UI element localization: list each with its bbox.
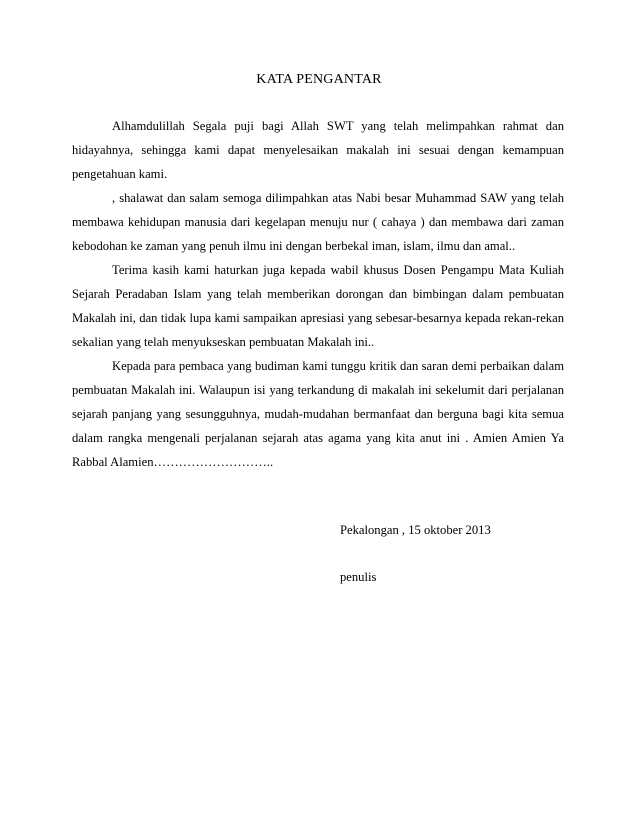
paragraph-3: Terima kasih kami haturkan juga kepada wabil khusus Dosen Pengampu Mata Kuliah Sejarah Peradaban Islam yang telah memberikan dorongan dan bimbingan dalam pembuatan Makalah ini, dan tidak lupa kami sampaikan apresiasi yang sebesar-besarnya kepada rekan-rekan sekalian yang telah menyukseskan pembuatan Makalah ini.. (72, 263, 564, 349)
page-title: KATA PENGANTAR (256, 72, 382, 87)
paragraph-2: , shalawat dan salam semoga dilimpahkan atas Nabi besar Muhammad SAW yang telah membawa kehidupan manusia dari kegelapan menuju nur ( cahaya ) dan membawa dari zaman kebodohan ke zaman yang penuh ilmu ini dengan berbekal iman, islam, ilmu dan amal.. (72, 191, 564, 253)
paragraph-4: Kepada para pembaca yang budiman kami tunggu kritik dan saran demi perbaikan dalam pembuatan Makalah ini. Walaupun isi yang terkandung di makalah ini sekelumit dari perjalanan sejarah panjang yang sesungguhnya, mudah-mudahan bermanfaat dan berguna bagi kita semua dalam rangka mengenali perjalanan sejarah atas agama yang kita anut ini . Amien Amien Ya Rabbal Alamien……………………….. (72, 359, 564, 469)
signature-place-date: Pekalongan , 15 oktober 2013 (340, 523, 491, 537)
signature-author: penulis (340, 570, 377, 584)
paragraph-1: Alhamdulillah Segala puji bagi Allah SWT yang telah melimpahkan rahmat dan hidayahnya, sehingga kami dapat menyelesaikan makalah ini sesuai dengan kemampuan pengetahuan kami. (72, 119, 564, 181)
document-body (72, 114, 564, 474)
